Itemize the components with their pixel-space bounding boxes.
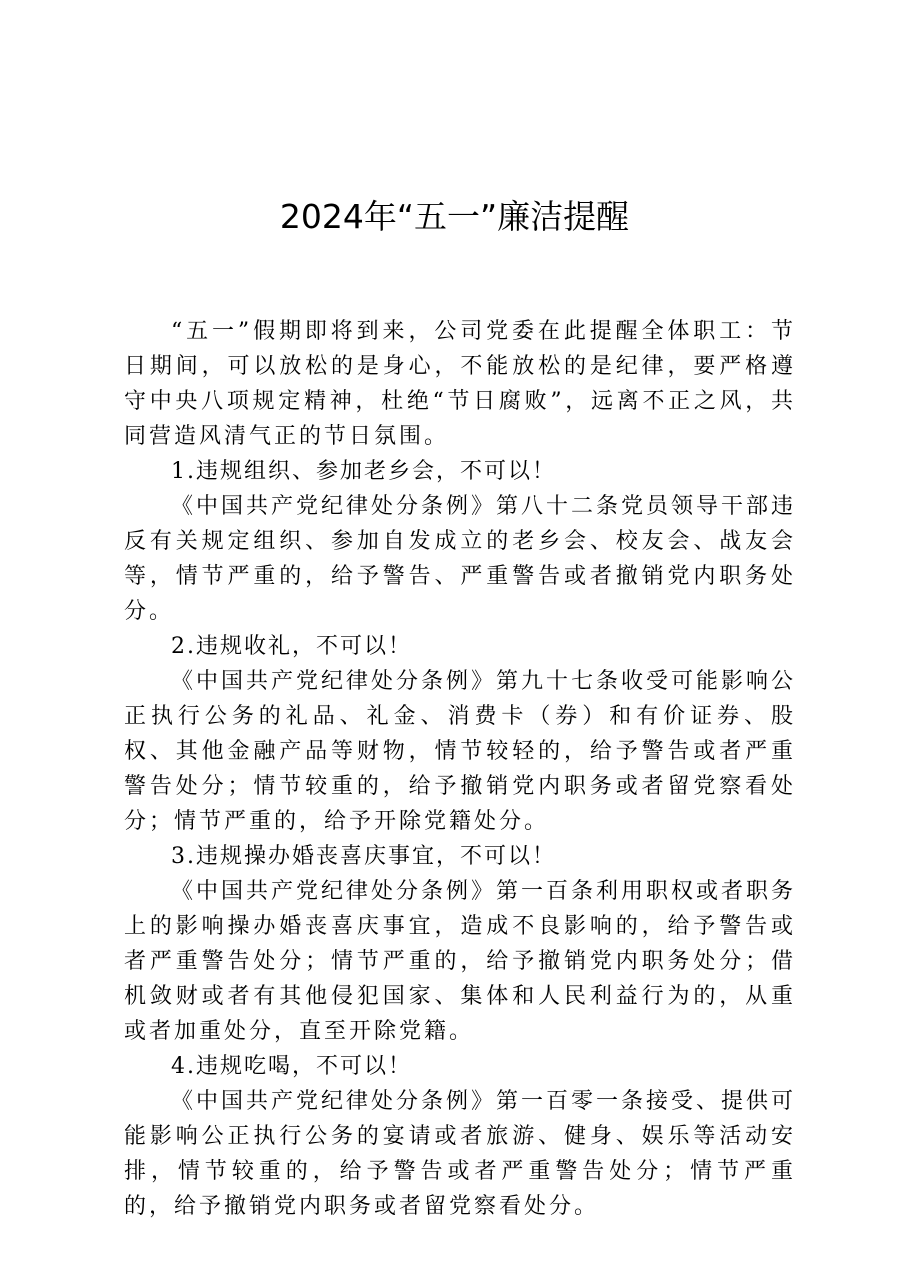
document-title: 2024年“五一”廉洁提醒 [279, 197, 630, 236]
section-heading-1: 1.违规组织、参加老乡会，不可以！ [171, 459, 556, 484]
section-heading-2: 2.违规收礼，不可以！ [171, 634, 412, 659]
section-paragraph-1: 《中国共产党纪律处分条例》第八十二条党员领导干部违反有关规定组织、参加自发成立的老乡会、校友会、战友会等，情节严重的，给予警告、严重警告或者撤销党内职务处分。 [124, 494, 797, 624]
section-paragraph-3: 《中国共产党纪律处分条例》第一百条利用职权或者职务上的影响操办婚丧喜庆事宜，造成不良影响的，给予警告或者严重警告处分；情节严重的，给予撤销党内职务处分；借机敛财或者有其他侵犯国家、集体和人民利益行为的，从重或者加重处分，直至开除党籍。 [124, 879, 797, 1044]
section-heading-4: 4.违规吃喝，不可以！ [171, 1054, 412, 1079]
section-heading-3: 3.违规操办婚丧喜庆事宜，不可以！ [171, 844, 556, 869]
intro-paragraph: “五一”假期即将到来，公司党委在此提醒全体职工：节日期间，可以放松的是身心，不能放松的是纪律，要严格遵守中央八项规定精神，杜绝“节日腐败”，远离不正之风，共同营造风清气正的节日氛围。 [124, 319, 796, 449]
section-paragraph-2: 《中国共产党纪律处分条例》第九十七条收受可能影响公正执行公务的礼品、礼金、消费卡（券）和有价证券、股权、其他金融产品等财物，情节较轻的，给予警告或者严重警告处分；情节较重的，给予撤销党内职务或者留党察看处分；情节严重的，给予开除党籍处分。 [124, 669, 797, 834]
document-body [124, 314, 796, 1224]
section-paragraph-4: 《中国共产党纪律处分条例》第一百零一条接受、提供可能影响公正执行公务的宴请或者旅游、健身、娱乐等活动安排，情节较重的，给予警告或者严重警告处分；情节严重的，给予撤销党内职务或者留党察看处分。 [124, 1089, 797, 1219]
